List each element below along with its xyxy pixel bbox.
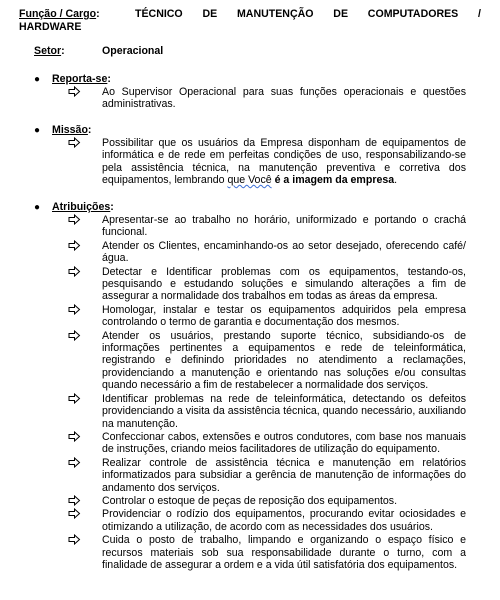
mission-text-a: Possibilitar que os usuários da Empresa disponham de equipamentos de informática e de rede em perfeitas condições de uso, responsabilizando-se pela assistência técnica, na manutenção preventiva e corretiva dos equipamentos, lembrando — [102, 137, 466, 187]
section-atribuicoes-items — [68, 214, 466, 572]
section-atribuicoes-label: Atribuições — [52, 201, 111, 213]
hollow-right-arrow-icon — [68, 431, 82, 443]
list-item-text: Atender os Clientes, encaminhando-os ao setor desejado, oferecendo café/água. — [102, 239, 466, 265]
list-item-text: Controlar o estoque de peças de reposição dos equipamentos. — [102, 494, 398, 507]
hollow-right-arrow-icon — [68, 393, 82, 405]
list-item-text: Atender os usuários, prestando suporte técnico, subsidiando-os de informações pertinentes a equipamentos e rede de teleinformática, registrando e definindo prioridades no atendimento a reclamações, providenciando a manutenção e orientando nas soluções e/ou consultas quando necessário a fim de restabelecer a normalidade dos serviços. — [102, 329, 466, 392]
hollow-right-arrow-icon — [68, 86, 82, 98]
list-item — [68, 86, 466, 111]
list-item-text: Homologar, instalar e testar os equipamentos adquiridos pela empresa controlando o termo de garantia e documentação dos mesmos. — [102, 303, 466, 329]
hollow-right-arrow-icon — [68, 508, 82, 520]
mission-text-bold: é a imagem da empresa — [271, 174, 395, 187]
mission-text-end: . — [394, 174, 398, 187]
list-item — [68, 508, 466, 533]
section-missao-label: Missão — [52, 124, 88, 136]
round-bullet-icon: ● — [34, 202, 41, 213]
hollow-right-arrow-icon — [68, 330, 82, 342]
section-missao-colon: : — [87, 124, 92, 136]
list-item — [68, 431, 466, 456]
round-bullet-icon: ● — [34, 74, 41, 85]
job-title-continuation: HARDWARE — [19, 21, 82, 33]
list-item — [68, 266, 466, 303]
hollow-right-arrow-icon — [68, 137, 82, 149]
sector-colon: : — [61, 45, 65, 57]
section-atribuicoes-colon: : — [110, 201, 114, 213]
sector-value: Operacional — [102, 45, 164, 57]
list-item-text: Identificar problemas na rede de teleinformática, detectando os defeitos providenciando a visita da assistência técnica, quando necessário, auxiliando na manutenção. — [102, 392, 466, 430]
sector-label-text: Setor — [34, 45, 62, 57]
list-item-text: Ao Supervisor Operacional para suas funções operacionais e questões administrativas. — [102, 86, 466, 111]
job-title-label: Função / Cargo — [19, 8, 97, 20]
list-item-text: Detectar e Identificar problemas com os equipamentos, testando-os, pesquisando e estudando soluções e simulando alterações a fim de assegurar a normalidade dos trabalhos em todas as áreas da empresa. — [102, 265, 466, 303]
list-item — [68, 457, 466, 494]
section-atribuicoes-label-wrap — [52, 201, 114, 214]
hollow-right-arrow-icon — [68, 304, 82, 316]
mission-text-squiggle: que Você — [227, 174, 272, 187]
list-item-text: Cuida o posto de trabalho, limpando e organizando o espaço físico e recursos materiais sob sua responsabilidade durante o turno, com a finalidade de assegurar a ordem e a vida útil satisfatória dos equipamentos. — [102, 534, 466, 571]
list-item-text: Realizar controle de assistência técnica e manutenção em relatórios informatizados para subsidiar a gerência de manutenção de informações do andamento dos serviços. — [102, 456, 466, 494]
section-missao-label-wrap — [52, 124, 91, 137]
section-reporta-items — [68, 86, 466, 112]
job-title-row — [19, 8, 481, 33]
list-item — [68, 534, 466, 571]
list-item — [68, 214, 466, 239]
mission-text — [102, 137, 466, 187]
list-item-text: Providenciar o rodízio dos equipamentos, procurando evitar ociosidades e otimizando a utilização, de acordo com as necessidades dos usuários. — [102, 508, 466, 533]
job-title-text: TÉCNICO DE MANUTENÇÃO DE COMPUTADORES / — [135, 8, 481, 20]
section-reporta-label-wrap — [52, 73, 111, 86]
hollow-right-arrow-icon — [68, 495, 82, 507]
section-missao-items — [68, 137, 466, 188]
list-item-text: Confeccionar cabos, extensões e outros condutores, com base nos manuais de instruções, criando meios facilitadores de utilização do equipamento. — [102, 430, 466, 456]
section-reporta-label: Reporta-se — [52, 73, 108, 85]
job-title-colon: : — [96, 8, 100, 20]
section-reporta-colon: : — [107, 73, 111, 85]
list-item — [68, 240, 466, 265]
hollow-right-arrow-icon — [68, 266, 82, 278]
list-item — [68, 304, 466, 329]
list-item — [68, 137, 466, 187]
hollow-right-arrow-icon — [68, 214, 82, 226]
list-item — [68, 393, 466, 430]
list-item-text: Apresentar-se ao trabalho no horário, uniformizado e portando o crachá funcional. — [102, 214, 466, 239]
list-item — [68, 330, 466, 392]
hollow-right-arrow-icon — [68, 534, 82, 546]
sector-label — [34, 45, 65, 58]
round-bullet-icon: ● — [34, 125, 41, 136]
hollow-right-arrow-icon — [68, 457, 82, 469]
hollow-right-arrow-icon — [68, 240, 82, 252]
list-item — [68, 495, 466, 507]
